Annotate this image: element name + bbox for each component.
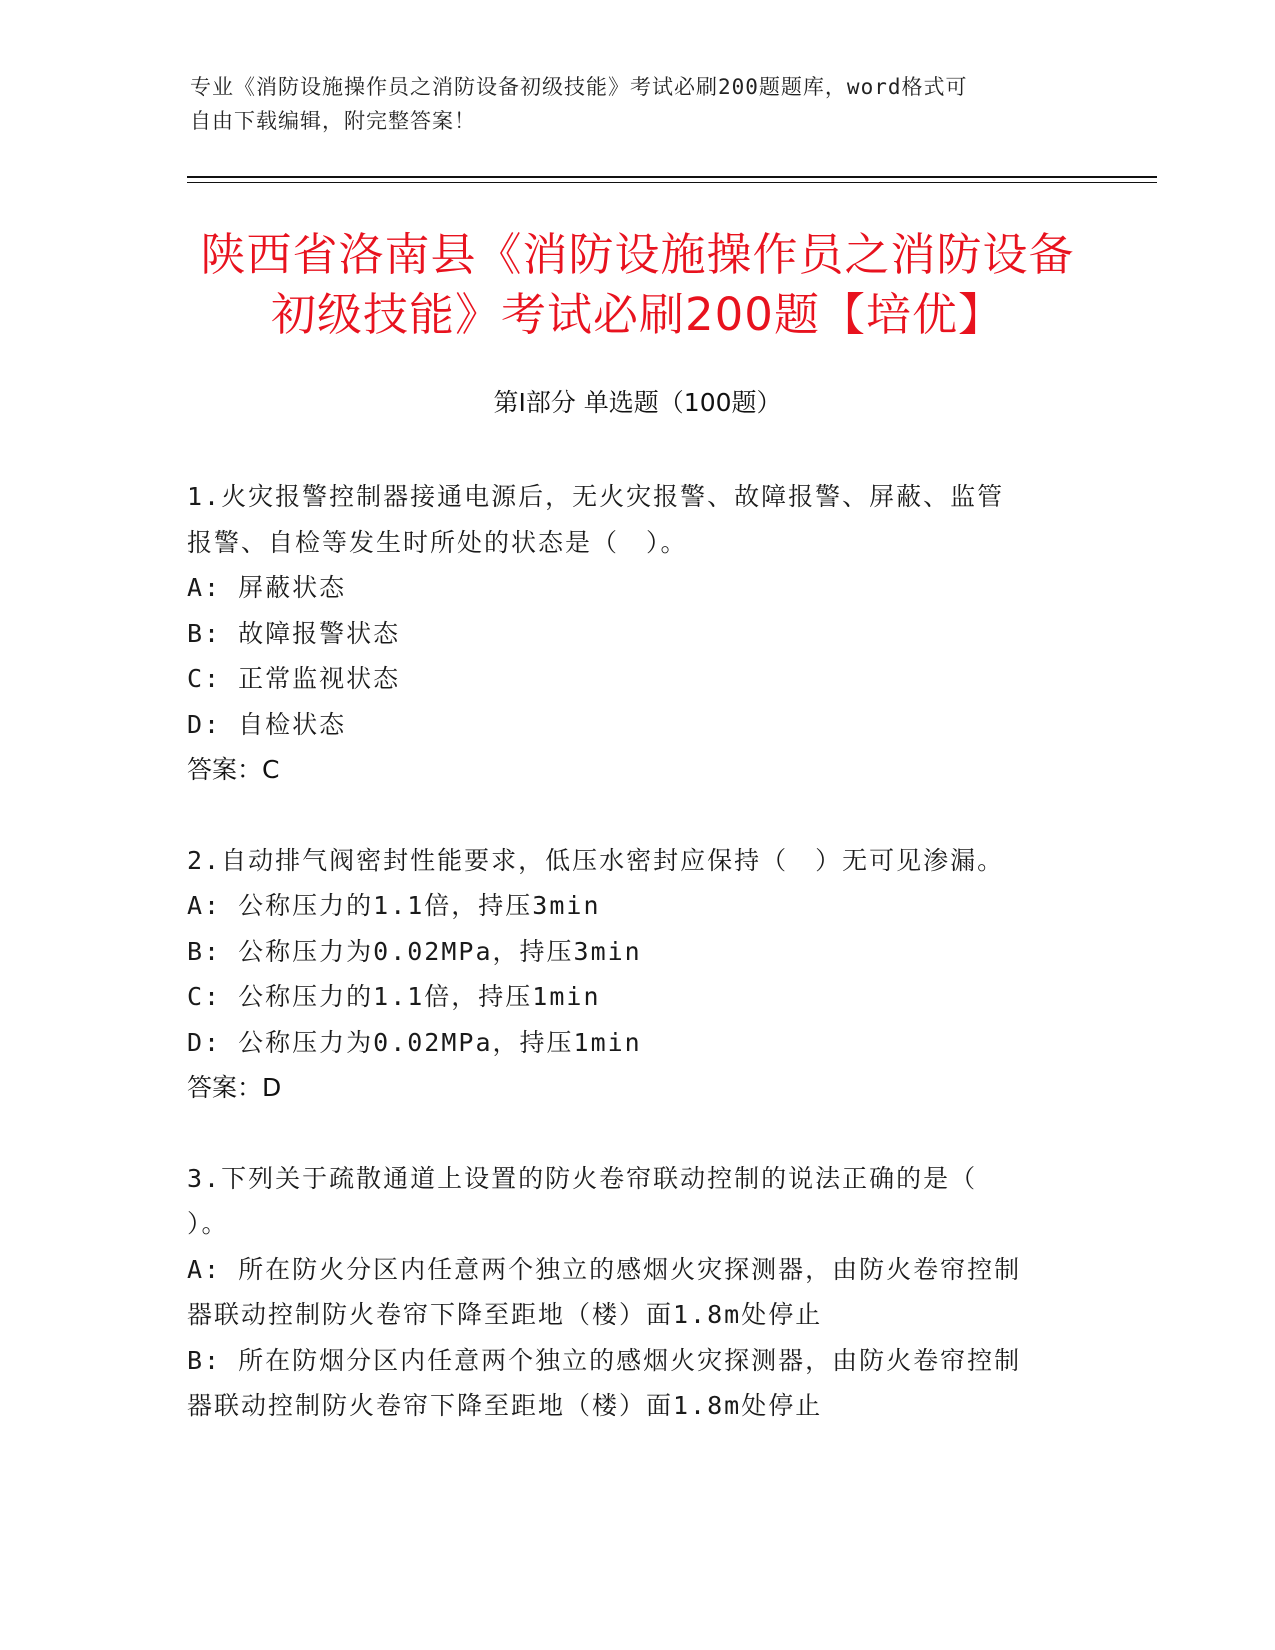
question-1-option-a: A: 屏蔽状态 [187,573,347,602]
document-title [140,225,1135,345]
question-2-option-a: A: 公称压力的1.1倍，持压3min [187,891,601,920]
question-1-stem-line-1: 1.火灾报警控制器接通电源后，无火灾报警、故障报警、屏蔽、监管 [187,482,1005,511]
question-2-option-d: D: 公称压力为0.02MPa，持压1min [187,1027,642,1057]
header-note-line-2: 自由下载编辑，附完整答案！ [190,109,476,133]
question-1-option-c: C: 正常监视状态 [187,664,401,693]
question-3-option-b-line-1: B: 所在防烟分区内任意两个独立的感烟火灾探测器，由防火卷帘控制 [187,1345,1022,1375]
question-3 [187,1156,1087,1429]
question-1-option-b: B: 故障报警状态 [187,618,401,648]
question-2-option-c: C: 公称压力的1.1倍，持压1min [187,982,601,1011]
question-2-stem-line-1: 2.自动排气阀密封性能要求，低压水密封应保持（ ）无可见渗漏。 [187,845,1005,875]
section-heading: 第Ⅰ部分 单选题（100题） [493,388,782,417]
question-3-option-a-line-2: 器联动控制防火卷帘下降至距地（楼）面1.8m处停止 [187,1300,823,1329]
question-list [187,474,1087,1429]
question-spacer [187,1111,1087,1156]
question-3-stem-line-2: ）。 [187,1209,229,1238]
question-1-stem-line-2: 报警、自检等发生时所处的状态是（ ）。 [187,527,688,557]
question-1-option-d: D: 自检状态 [187,709,347,739]
question-2 [187,838,1087,1111]
question-spacer [187,793,1087,838]
question-3-option-a-line-1: A: 所在防火分区内任意两个独立的感烟火灾探测器，由防火卷帘控制 [187,1254,1022,1284]
header-rule-thick [187,176,1157,178]
question-3-stem-line-1: 3.下列关于疏散通道上设置的防火卷帘联动控制的说法正确的是（ [187,1163,978,1193]
question-1 [187,474,1087,793]
question-1-answer: 答案：C [187,755,280,784]
header-note [190,70,1090,138]
question-2-option-b: B: 公称压力为0.02MPa，持压3min [187,936,642,966]
question-3-option-b-line-2: 器联动控制防火卷帘下降至距地（楼）面1.8m处停止 [187,1391,823,1420]
document-title-line-2: 初级技能》考试必刷200题【培优】 [271,288,1004,341]
header-note-line-1: 专业《消防设施操作员之消防设备初级技能》考试必刷200题题库，word格式可 [190,75,968,99]
header-rule-thin [187,182,1157,183]
question-2-answer: 答案：D [187,1073,282,1102]
document-title-line-1: 陕西省洛南县《消防设施操作员之消防设备 [200,228,1075,281]
